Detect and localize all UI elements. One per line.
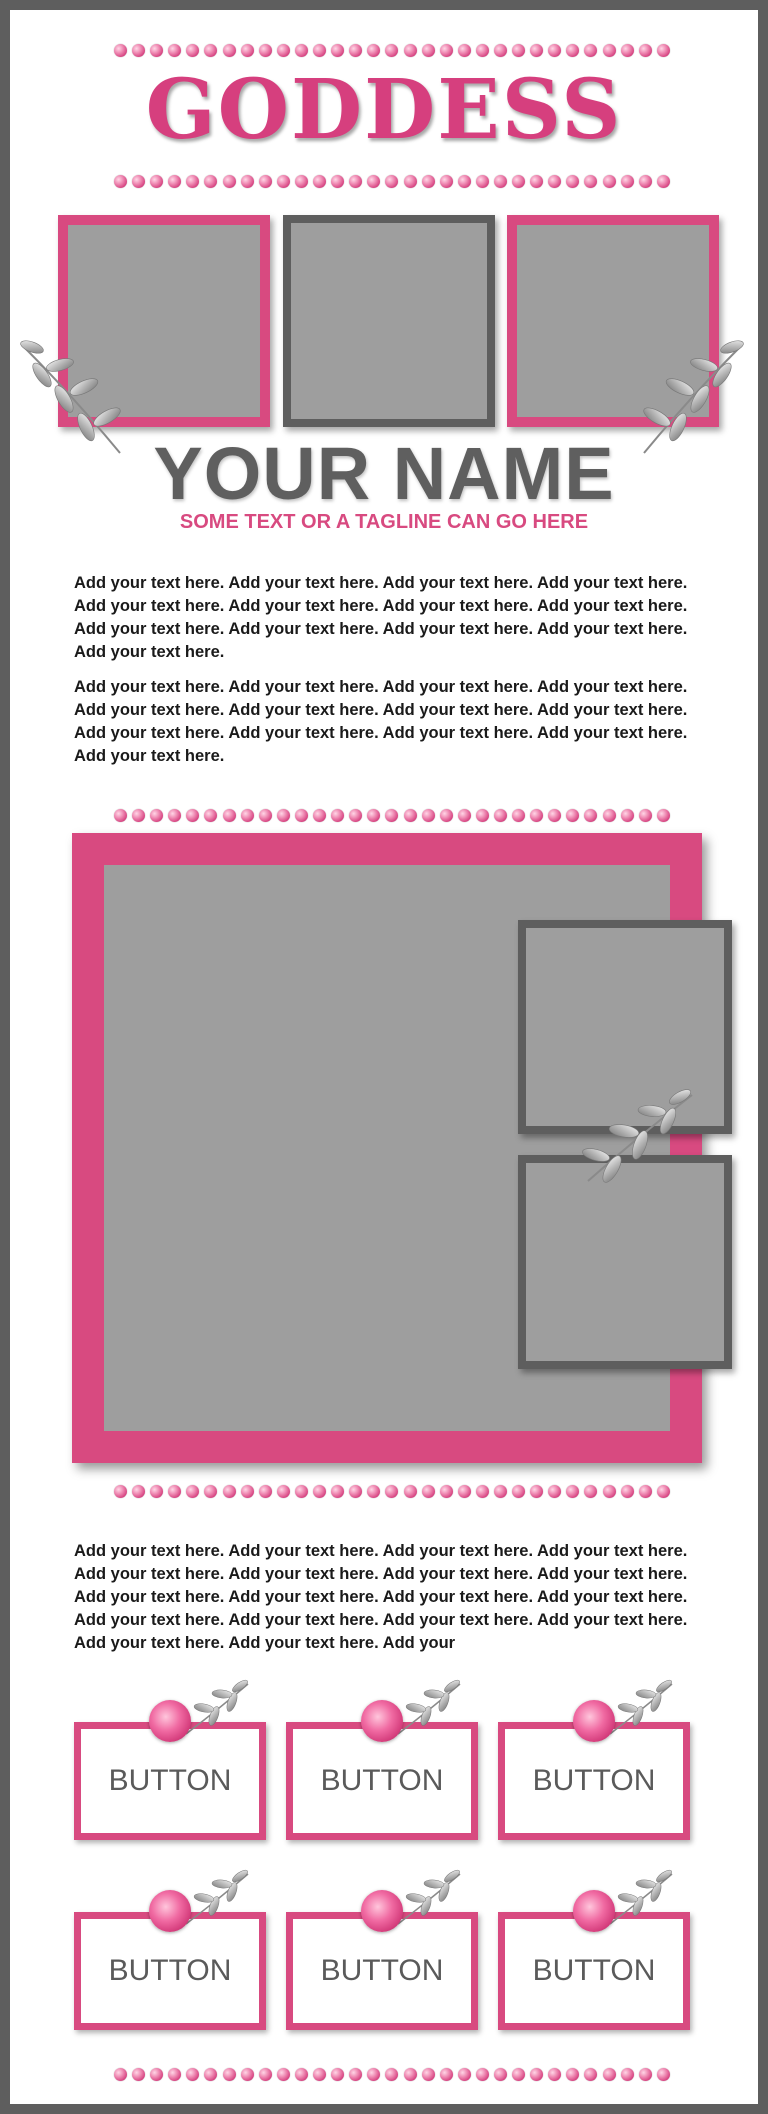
pink-gem-icon <box>621 1485 634 1498</box>
pink-gem-icon <box>132 175 145 188</box>
pink-gem-icon <box>657 44 670 57</box>
pink-gem-icon <box>603 2068 616 2081</box>
pink-gem-icon <box>440 809 453 822</box>
pink-gem-icon <box>530 809 543 822</box>
pink-gem-icon <box>476 2068 489 2081</box>
pink-gem-icon <box>277 44 290 57</box>
pink-gem-icon <box>150 44 163 57</box>
pink-gem-icon <box>168 809 181 822</box>
pink-gem-icon <box>132 2068 145 2081</box>
tagline: SOME TEXT OR A TAGLINE CAN GO HERE <box>179 511 589 533</box>
pink-gem-icon <box>584 44 597 57</box>
pink-gem-icon <box>494 1485 507 1498</box>
pink-gem-icon <box>313 1485 326 1498</box>
pink-gem-icon <box>223 1485 236 1498</box>
pink-gem-icon <box>422 175 435 188</box>
pink-gem-icon <box>458 1485 471 1498</box>
pink-gem-icon <box>603 44 616 57</box>
pink-gem-icon <box>476 175 489 188</box>
pink-gem-icon <box>566 44 579 57</box>
pink-gem-icon <box>349 809 362 822</box>
pink-gem-icon <box>349 2068 362 2081</box>
pink-gem-icon <box>603 809 616 822</box>
pink-gem-icon <box>530 2068 543 2081</box>
pink-gem-icon <box>295 809 308 822</box>
pink-gem-icon <box>367 44 380 57</box>
silver-leaf-icon <box>604 1868 678 1930</box>
pink-gem-icon <box>204 809 217 822</box>
pink-gem-icon <box>114 44 127 57</box>
pink-gem-icon <box>132 809 145 822</box>
pink-gem-icon <box>476 44 489 57</box>
pink-gem-icon <box>259 44 272 57</box>
pink-gem-icon <box>295 1485 308 1498</box>
pink-rose-icon <box>361 1890 403 1932</box>
pink-gem-icon <box>530 44 543 57</box>
pink-gem-icon <box>259 809 272 822</box>
button-5[interactable]: BUTTON <box>286 1912 478 2030</box>
silver-leaf-icon <box>392 1678 466 1740</box>
pink-gem-icon <box>313 2068 326 2081</box>
pink-gem-icon <box>186 2068 199 2081</box>
pink-rose-icon <box>361 1700 403 1742</box>
pink-gem-icon <box>367 1485 380 1498</box>
pink-gem-icon <box>404 809 417 822</box>
pink-gem-icon <box>186 175 199 188</box>
middle-gem-border <box>114 807 670 823</box>
pink-gem-icon <box>566 1485 579 1498</box>
silver-leaf-icon <box>604 1678 678 1740</box>
button-4[interactable]: BUTTON <box>74 1912 266 2030</box>
pink-gem-icon <box>204 2068 217 2081</box>
pink-gem-icon <box>440 175 453 188</box>
pink-gem-icon <box>259 2068 272 2081</box>
pink-gem-icon <box>204 175 217 188</box>
pink-gem-icon <box>494 175 507 188</box>
pink-gem-icon <box>259 175 272 188</box>
pink-gem-icon <box>584 809 597 822</box>
pink-gem-icon <box>223 44 236 57</box>
pink-gem-icon <box>132 44 145 57</box>
pink-gem-icon <box>512 44 525 57</box>
pink-gem-icon <box>639 175 652 188</box>
pink-gem-icon <box>584 175 597 188</box>
pink-gem-icon <box>621 44 634 57</box>
pink-gem-icon <box>530 175 543 188</box>
pink-gem-icon <box>422 2068 435 2081</box>
pink-gem-icon <box>385 44 398 57</box>
top-gem-border <box>114 42 670 58</box>
pink-gem-icon <box>114 1485 127 1498</box>
pink-gem-icon <box>404 2068 417 2081</box>
pink-gem-icon <box>404 175 417 188</box>
page <box>10 10 758 2104</box>
pink-gem-icon <box>114 2068 127 2081</box>
pink-gem-icon <box>223 2068 236 2081</box>
pink-gem-icon <box>603 1485 616 1498</box>
pink-gem-icon <box>277 2068 290 2081</box>
pink-gem-icon <box>548 1485 561 1498</box>
button-6[interactable]: BUTTON <box>498 1912 690 2030</box>
pink-gem-icon <box>385 2068 398 2081</box>
pink-gem-icon <box>367 2068 380 2081</box>
pink-gem-icon <box>476 809 489 822</box>
pink-gem-icon <box>494 2068 507 2081</box>
pink-gem-icon <box>150 809 163 822</box>
pink-gem-icon <box>494 44 507 57</box>
pink-gem-icon <box>349 1485 362 1498</box>
text-paragraph-3: Add your text here. Add your text here. Add your text here. Add your text here. Add your text here. Add your text here. Add your text here. Add your text here. Add your text here. Add your text here. Add your text here. Add your text here. Add your text here. Add your text here. Add your text here. Add your text here. Add your text here. Add your text here. Add your <box>74 1542 688 1652</box>
pink-rose-icon <box>573 1700 615 1742</box>
pink-gem-icon <box>548 44 561 57</box>
pink-gem-icon <box>657 1485 670 1498</box>
pink-gem-icon <box>331 175 344 188</box>
pink-gem-icon <box>150 175 163 188</box>
silver-leaf-icon <box>180 1868 254 1930</box>
bottom-gem-border <box>114 2066 670 2082</box>
pink-gem-icon <box>476 1485 489 1498</box>
pink-gem-icon <box>621 809 634 822</box>
pink-gem-icon <box>313 44 326 57</box>
photo-frame-2 <box>283 215 495 427</box>
pink-gem-icon <box>114 809 127 822</box>
pink-gem-icon <box>295 175 308 188</box>
pink-gem-icon <box>259 1485 272 1498</box>
pink-gem-icon <box>168 175 181 188</box>
pink-rose-icon <box>149 1700 191 1742</box>
pink-gem-icon <box>512 809 525 822</box>
text-paragraph-2: Add your text here. Add your text here. Add your text here. Add your text here. Add your text here. Add your text here. Add your text here. Add your text here. Add your text here. Add your text here. Add your text here. Add your text here. Add your text here. <box>74 678 688 765</box>
pink-gem-icon <box>132 1485 145 1498</box>
pink-gem-icon <box>548 2068 561 2081</box>
pink-gem-icon <box>512 1485 525 1498</box>
pink-gem-icon <box>566 809 579 822</box>
pink-gem-icon <box>440 44 453 57</box>
pink-gem-icon <box>277 809 290 822</box>
pink-gem-icon <box>621 2068 634 2081</box>
pink-gem-icon <box>295 2068 308 2081</box>
lower-gem-border <box>114 1483 670 1499</box>
pink-gem-icon <box>422 44 435 57</box>
pink-gem-icon <box>639 2068 652 2081</box>
pink-gem-icon <box>621 175 634 188</box>
pink-gem-icon <box>204 1485 217 1498</box>
pink-gem-icon <box>186 809 199 822</box>
pink-gem-icon <box>277 175 290 188</box>
profile-name: YOUR NAME <box>153 432 615 515</box>
pink-gem-icon <box>657 175 670 188</box>
page-title: GODDESS <box>145 62 623 158</box>
pink-gem-icon <box>150 2068 163 2081</box>
pink-gem-icon <box>440 1485 453 1498</box>
pink-gem-icon <box>223 175 236 188</box>
pink-gem-icon <box>277 1485 290 1498</box>
pink-gem-icon <box>349 175 362 188</box>
button-1[interactable]: BUTTON <box>74 1722 266 1840</box>
pink-gem-icon <box>584 1485 597 1498</box>
pink-gem-icon <box>458 2068 471 2081</box>
pink-gem-icon <box>150 1485 163 1498</box>
pink-rose-icon <box>573 1890 615 1932</box>
silver-leaf-icon <box>180 1678 254 1740</box>
pink-gem-icon <box>186 1485 199 1498</box>
pink-gem-icon <box>566 2068 579 2081</box>
pink-gem-icon <box>639 809 652 822</box>
pink-gem-icon <box>548 175 561 188</box>
pink-gem-icon <box>422 1485 435 1498</box>
pink-gem-icon <box>223 809 236 822</box>
pink-gem-icon <box>458 44 471 57</box>
pink-gem-icon <box>241 175 254 188</box>
pink-gem-icon <box>440 2068 453 2081</box>
pink-gem-icon <box>295 44 308 57</box>
pink-gem-icon <box>530 1485 543 1498</box>
pink-gem-icon <box>186 44 199 57</box>
pink-gem-icon <box>313 175 326 188</box>
pink-gem-icon <box>385 175 398 188</box>
pink-gem-icon <box>331 1485 344 1498</box>
pink-gem-icon <box>331 809 344 822</box>
silver-leaf-icon <box>580 1085 700 1205</box>
text-paragraph-1: Add your text here. Add your text here. Add your text here. Add your text here. Add your text here. Add your text here. Add your text here. Add your text here. Add your text here. Add your text here. Add your text here. Add your text here. Add your text here. <box>74 574 688 661</box>
button-2[interactable]: BUTTON <box>286 1722 478 1840</box>
pink-gem-icon <box>241 1485 254 1498</box>
pink-gem-icon <box>241 2068 254 2081</box>
button-3[interactable]: BUTTON <box>498 1722 690 1840</box>
pink-gem-icon <box>458 175 471 188</box>
pink-gem-icon <box>241 809 254 822</box>
pink-gem-icon <box>385 809 398 822</box>
pink-gem-icon <box>458 809 471 822</box>
pink-gem-icon <box>603 175 616 188</box>
pink-gem-icon <box>512 175 525 188</box>
silver-leaf-icon <box>392 1868 466 1930</box>
pink-gem-icon <box>512 2068 525 2081</box>
pink-gem-icon <box>313 809 326 822</box>
pink-gem-icon <box>241 44 254 57</box>
pink-rose-icon <box>149 1890 191 1932</box>
pink-gem-icon <box>204 44 217 57</box>
pink-gem-icon <box>657 2068 670 2081</box>
pink-gem-icon <box>367 175 380 188</box>
pink-gem-icon <box>331 2068 344 2081</box>
title-gem-border <box>114 173 670 189</box>
pink-gem-icon <box>168 2068 181 2081</box>
pink-gem-icon <box>548 809 561 822</box>
pink-gem-icon <box>639 44 652 57</box>
pink-gem-icon <box>639 1485 652 1498</box>
pink-gem-icon <box>494 809 507 822</box>
pink-gem-icon <box>422 809 435 822</box>
pink-gem-icon <box>657 809 670 822</box>
pink-gem-icon <box>331 44 344 57</box>
pink-gem-icon <box>349 44 362 57</box>
pink-gem-icon <box>114 175 127 188</box>
pink-gem-icon <box>566 175 579 188</box>
pink-gem-icon <box>168 44 181 57</box>
pink-gem-icon <box>404 1485 417 1498</box>
pink-gem-icon <box>385 1485 398 1498</box>
pink-gem-icon <box>584 2068 597 2081</box>
pink-gem-icon <box>367 809 380 822</box>
pink-gem-icon <box>168 1485 181 1498</box>
pink-gem-icon <box>404 44 417 57</box>
